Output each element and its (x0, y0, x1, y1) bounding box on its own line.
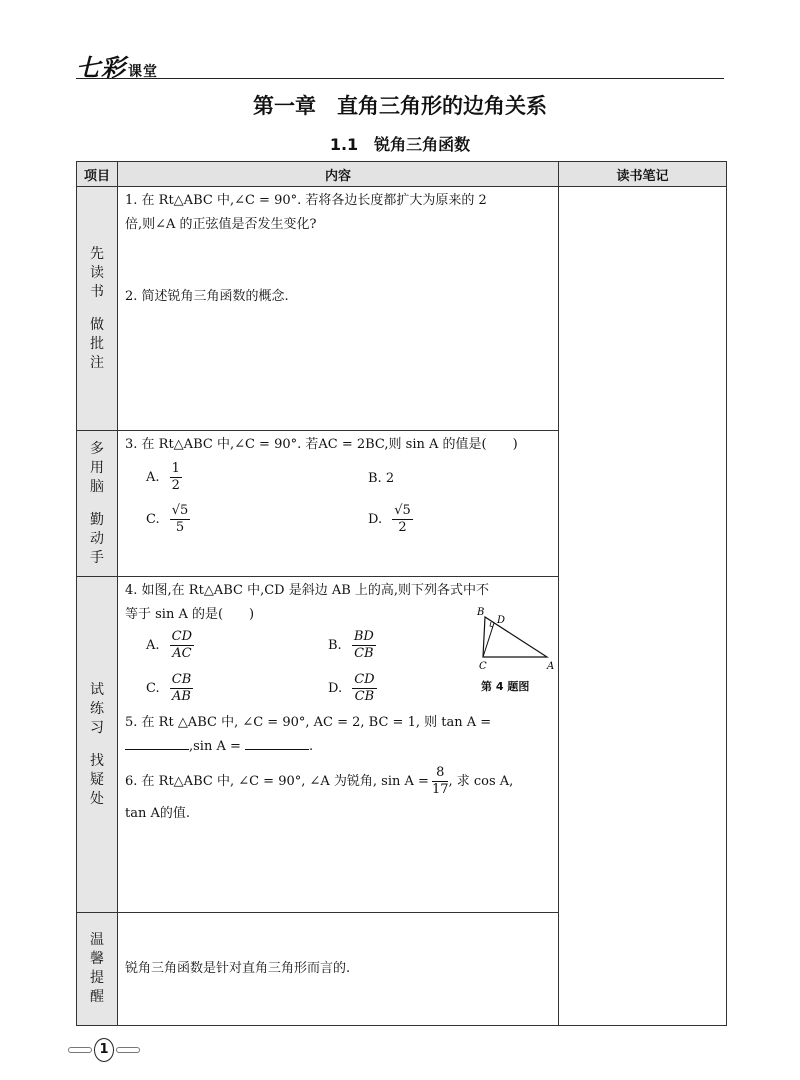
figure-caption: 第 4 题图 (481, 680, 530, 693)
question-5: 5. 在 Rt △ABC 中, ∠C = 90°, AC = 2, BC = 1, 则 tan A = ,sin A = . (125, 715, 492, 754)
q3-option-c: C. $\frac{√5}{5}$ (146, 503, 189, 535)
page-number: 1 (94, 1038, 114, 1062)
row-category-think: 多 用 脑 勤 动 手 (77, 431, 118, 577)
header-item: 项目 (77, 162, 118, 187)
label-a: A (547, 661, 555, 672)
chapter-title: 第一章 直角三角形的边角关系 (253, 94, 547, 118)
question-4-stem: 4. 如图,在 Rt△ABC 中,CD 是斜边 AB 上的高,则下列各式中不 等于 sin A 的是( ) (125, 583, 490, 622)
triangle-figure (473, 605, 563, 685)
page-ornament-left (68, 1047, 92, 1053)
brand-logo: 七彩 课堂 (76, 53, 158, 82)
page-number-badge (64, 1038, 142, 1064)
row-content-practice (118, 577, 559, 913)
row-content-read (118, 187, 559, 431)
q3-option-b: B. 2 (368, 471, 395, 486)
header-notes: 读书笔记 (559, 162, 727, 187)
page-ornament-right (116, 1047, 140, 1053)
q5-blank-sin (245, 736, 309, 750)
q4-option-d: D. $\frac{CD}{CB}$ (328, 672, 375, 704)
q4-option-a: A. $\frac{CD}{AC}$ (146, 629, 193, 661)
q3-option-a: A. $\frac{1}{2}$ (146, 461, 180, 493)
row-content-tip (118, 913, 559, 1026)
tip-text: 锐角三角函数是针对直角三角形而言的. (125, 961, 351, 976)
q4-option-c: C. $\frac{CB}{AB}$ (146, 672, 192, 704)
section-title: 1.1 锐角三角函数 (329, 135, 471, 154)
question-1: 1. 在 Rt△ABC 中,∠C = 90°. 若将各边长度都扩大为原来的 2 倍,则∠A 的正弦值是否发生变化? (125, 193, 487, 232)
row-category-read: 先 读 书 做 批 注 (77, 187, 118, 431)
q5-blank-tan (125, 736, 189, 750)
notes-column (559, 187, 727, 1026)
row-category-practice: 试 练 习 找 疑 处 (77, 577, 118, 913)
label-c: C (479, 661, 487, 672)
label-b: B (477, 607, 485, 618)
label-d: D (497, 615, 506, 626)
q4-option-b: B. $\frac{BD}{CB}$ (328, 629, 374, 661)
table-header-row (77, 162, 727, 187)
table-row (77, 187, 727, 431)
row-category-tip: 温 馨 提 醒 (77, 913, 118, 1026)
header-content: 内容 (118, 162, 559, 187)
triangle-abc (483, 617, 547, 657)
header-rule (76, 78, 724, 79)
q3-option-d: D. $\frac{√5}{2}$ (368, 503, 411, 535)
question-3-stem: 3. 在 Rt△ABC 中,∠C = 90°. 若AC = 2BC,则 sin A 的值是( ) (125, 437, 518, 452)
row-content-think (118, 431, 559, 577)
question-2: 2. 简述锐角三角函数的概念. (125, 289, 289, 304)
study-table (76, 161, 727, 1026)
question-6: 6. 在 Rt△ABC 中, ∠C = 90°, ∠A 为锐角, sin A = $\frac{8}{17}$ , 求 cos A, tan A的值. (125, 765, 514, 821)
